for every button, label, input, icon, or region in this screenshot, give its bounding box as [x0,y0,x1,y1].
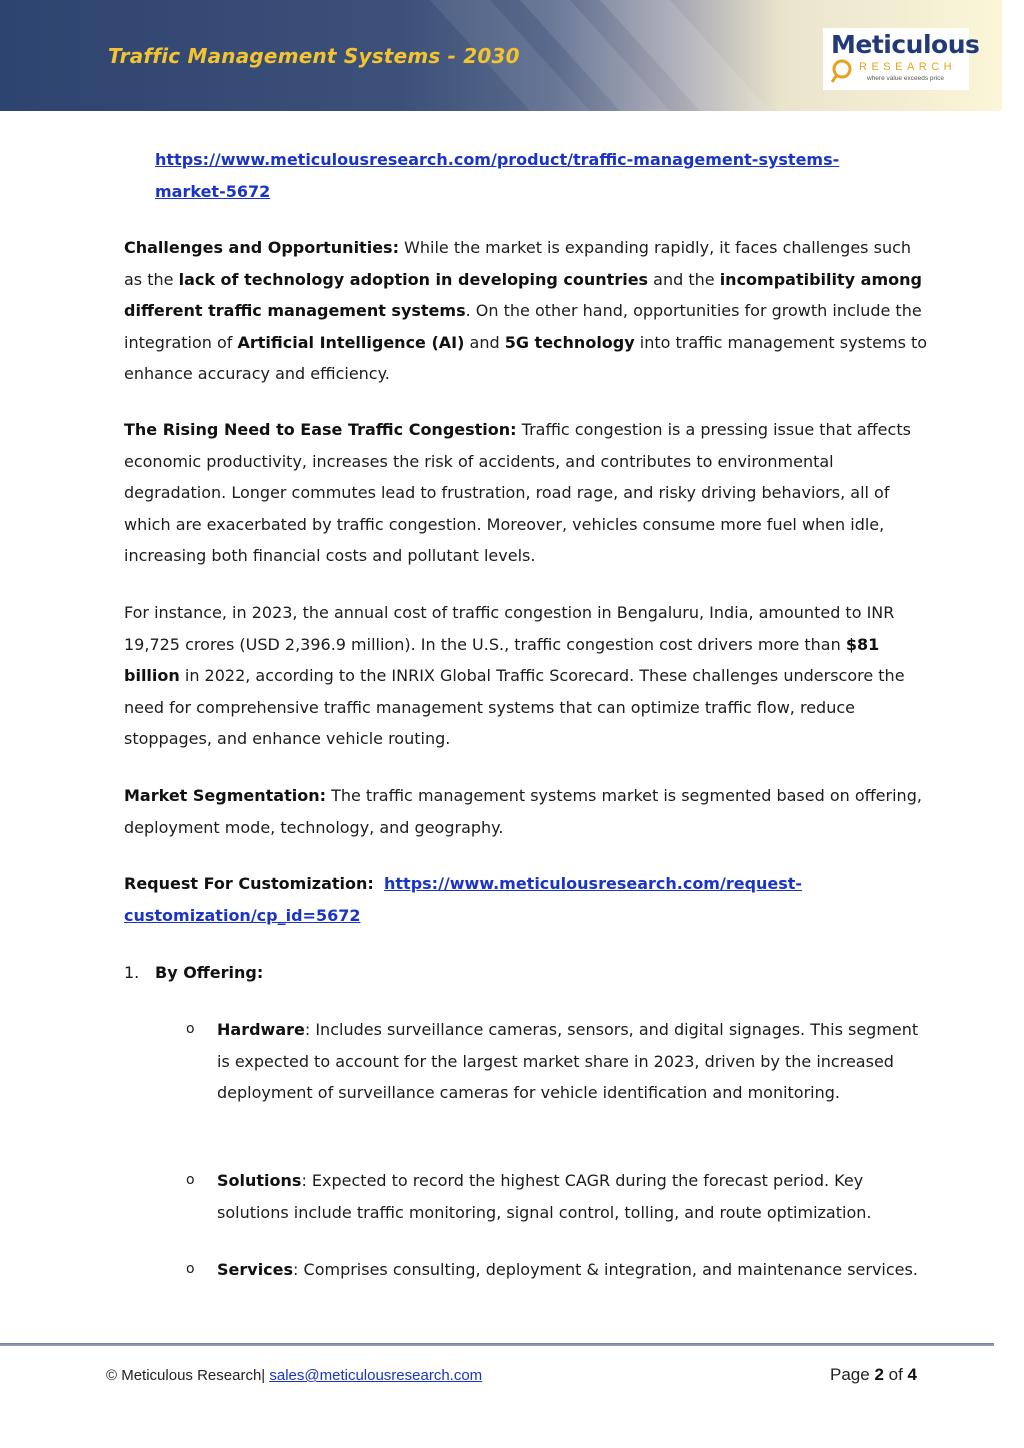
challenges-text: into traffic management systems to enhance accuracy and efficiency. [124,332,928,383]
challenges-heading: Challenges and Opportunities: [124,238,399,257]
product-link[interactable] [155,150,839,201]
footer-copyright [106,1367,482,1384]
page-current: 2 [874,1365,884,1384]
offering-heading: By Offering: [155,963,264,982]
copyright-text: © Meticulous Research| [106,1367,266,1384]
challenges-bold: lack of technology adoption in developing countries [178,269,649,289]
challenges-text: and the [648,269,720,289]
list-number: 1. [124,963,140,982]
footer-email-link[interactable]: sales@meticulousresearch.com [269,1367,483,1384]
product-link-line2: market-5672 [155,181,271,201]
page-indicator [830,1365,917,1385]
customization-paragraph [124,868,929,931]
offering-item-hardware [186,1014,926,1109]
offering-heading-row [124,957,263,989]
bullet-icon: o [186,1172,195,1188]
logo-wordmark: Meticulous [831,30,980,59]
segmentation-heading: Market Segmentation: [124,786,326,805]
challenges-bold: Artificial Intelligence (AI) [237,332,465,352]
page-prefix: Page [830,1365,875,1384]
challenges-bold: incompatibility among different traffic management systems [124,269,922,320]
meticulous-research-logo [823,28,980,90]
page-total: 4 [907,1365,917,1384]
challenges-text: While the market is expanding rapidly, it faces challenges such as the [124,238,912,289]
header-banner [0,0,1002,111]
document-title: Traffic Management Systems - 2030 [108,44,520,68]
challenges-bold: 5G technology [504,332,635,352]
congestion-heading: The Rising Need to Ease Traffic Congestion: [124,420,517,439]
magnifier-icon [829,58,855,84]
offering-item-name: Solutions [217,1171,302,1190]
footer-divider [0,1343,994,1346]
segmentation-text: The traffic management systems market is segmented based on offering, deployment mode, technology, and geography. [124,786,922,837]
offering-item-name: Hardware [217,1020,305,1039]
instance-text: in 2022, according to the INRIX Global Traffic Scorecard. These challenges underscore the need for comprehensive traffic management systems that can optimize traffic flow, reduce stoppages, and enhance vehicle routing. [124,666,905,748]
congestion-text: Traffic congestion is a pressing issue that affects economic productivity, increases the risk of accidents, and contributes to environmental degradation. Longer commutes lead to frustration, road rage, and risky driving behaviors, all of which are exacerbated by traffic congestion. Moreover, vehicles consume more fuel when idle, increasing both financial costs and pollutant levels. [124,420,911,565]
product-link-line1: https://www.meticulousresearch.com/product/traffic-management-systems- [155,150,840,169]
customization-link[interactable]: https://www.meticulousresearch.com/request-customization/cp_id=5672 [124,874,803,925]
offering-item-text: : Expected to record the highest CAGR during the forecast period. Key solutions include traffic monitoring, signal control, tolling, and route optimization. [217,1171,872,1222]
challenges-text: and [464,332,505,352]
challenges-text: . On the other hand, opportunities for growth include the integration of [124,301,922,352]
logo-subtitle: RESEARCH [859,61,957,73]
offering-item-name: Services [217,1260,294,1279]
congestion-paragraph [124,414,929,572]
segmentation-paragraph [124,780,929,843]
offering-item-text: : Comprises consulting, deployment & integration, and maintenance services. [293,1260,918,1279]
instance-text: For instance, in 2023, the annual cost of traffic congestion in Bengaluru, India, amounted to INR 19,725 crores (USD 2,396.9 million). In the U.S., traffic congestion cost drivers more than [124,603,895,654]
offering-item-solutions [186,1165,926,1228]
logo-tagline: where value exceeds price [867,75,944,82]
challenges-paragraph [124,232,929,390]
bullet-icon: o [186,1261,195,1277]
instance-paragraph [124,597,929,755]
customization-heading: Request For Customization: [124,874,374,893]
instance-bold: $81 billion [124,634,880,685]
offering-item-services [186,1254,926,1286]
bullet-icon: o [186,1021,195,1037]
product-link-block [155,144,935,207]
offering-item-text: : Includes surveillance cameras, sensors, and digital signages. This segment is expected to account for the largest market share in 2023, driven by the increased deployment of surveillance cameras for vehicle identification and monitoring. [217,1020,919,1102]
page-mid: of [883,1365,908,1384]
